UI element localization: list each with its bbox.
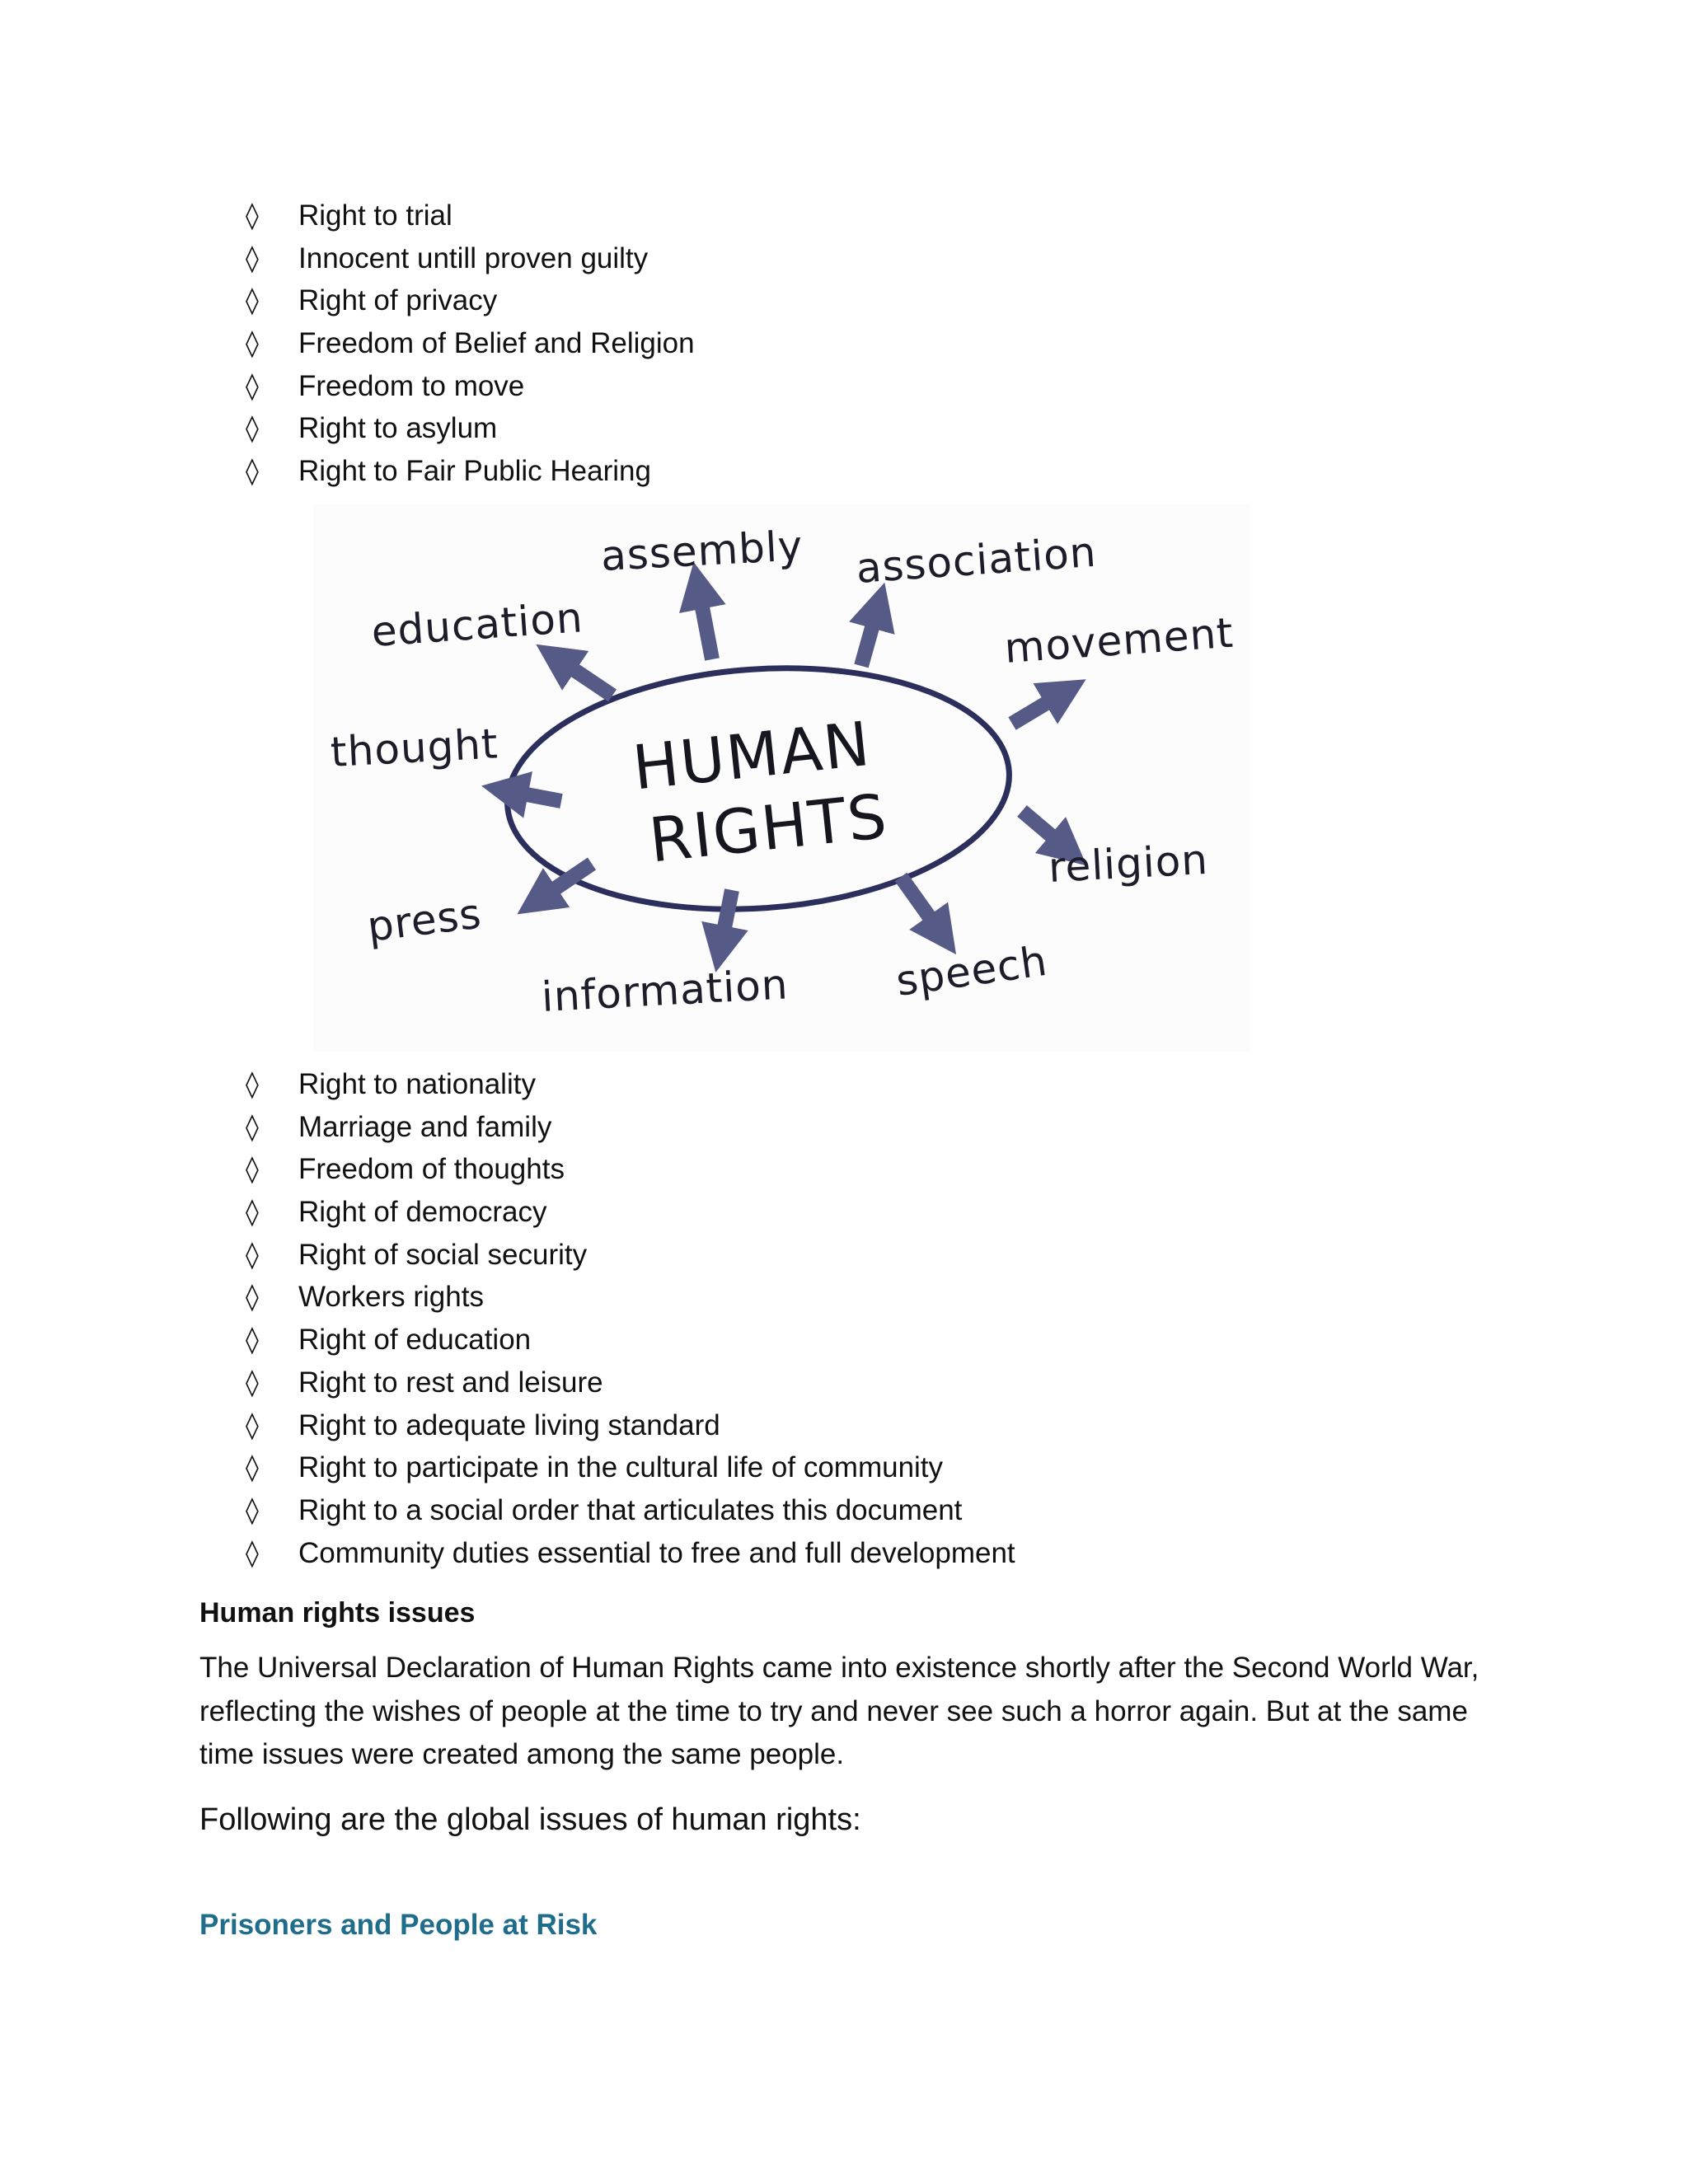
- center-title-line2: RIGHTS: [645, 780, 892, 877]
- intro-paragraph: [199, 1647, 1485, 1777]
- label-press: press: [364, 889, 485, 951]
- diamond-bullet-icon: ◊: [246, 455, 259, 487]
- arrow-religion: [1022, 811, 1065, 847]
- arrow-assembly: [699, 590, 712, 659]
- diamond-bullet-icon: ◊: [246, 1536, 259, 1568]
- diamond-bullet-icon: ◊: [246, 1366, 259, 1398]
- label-religion: religion: [1047, 835, 1210, 892]
- diamond-bullet-icon: ◊: [246, 1238, 259, 1270]
- diamond-bullet-icon: ◊: [246, 1110, 259, 1142]
- lead-sentence: Following are the global issues of human rights:: [199, 1802, 861, 1837]
- label-information: information: [540, 960, 790, 1021]
- center-title-line1: HUMAN: [629, 708, 874, 804]
- diamond-bullet-icon: ◊: [246, 199, 259, 231]
- arrow-movement: [1012, 694, 1062, 724]
- diamond-bullet-icon: ◊: [246, 412, 259, 444]
- human-rights-mind-map: [313, 504, 1251, 1052]
- paragraph-line: time issues were created among the same people.: [199, 1738, 845, 1770]
- diamond-bullet-icon: ◊: [246, 1408, 259, 1441]
- arrow-information: [721, 890, 732, 944]
- label-association: association: [854, 527, 1099, 593]
- diamond-bullet-icon: ◊: [246, 1451, 259, 1483]
- diamond-bullet-icon: ◊: [246, 1324, 259, 1356]
- diamond-bullet-icon: ◊: [246, 1153, 259, 1185]
- paragraph-line: reflecting the wishes of people at the time to try and never see such a horror again. But at the same: [199, 1694, 1468, 1727]
- label-assembly: assembly: [599, 522, 804, 580]
- label-movement: movement: [1002, 608, 1236, 673]
- human-rights-diagram: [313, 504, 1251, 1052]
- arrow-speech: [901, 877, 940, 931]
- label-speech: speech: [893, 936, 1051, 1005]
- arrow-thought: [509, 791, 561, 801]
- diamond-bullet-icon: ◊: [246, 241, 259, 274]
- diamond-bullet-icon: ◊: [246, 369, 259, 401]
- diamond-bullet-icon: ◊: [246, 1281, 259, 1313]
- label-thought: thought: [329, 719, 499, 776]
- arrow-education: [560, 660, 612, 696]
- label-education: education: [369, 593, 585, 656]
- diamond-bullet-icon: ◊: [246, 1196, 259, 1228]
- diamond-bullet-icon: ◊: [246, 1068, 259, 1099]
- paragraph-line: The Universal Declaration of Human Rights came into existence shortly after the Second World War,: [199, 1652, 1479, 1684]
- diamond-bullet-icon: ◊: [246, 1493, 259, 1526]
- diamond-bullet-icon: ◊: [246, 327, 259, 359]
- subheading-prisoners: Prisoners and People at Risk: [199, 1909, 598, 1941]
- diamond-bullet-icon: ◊: [246, 284, 259, 316]
- section-heading: Human rights issues: [199, 1597, 476, 1629]
- arrow-association: [861, 610, 877, 666]
